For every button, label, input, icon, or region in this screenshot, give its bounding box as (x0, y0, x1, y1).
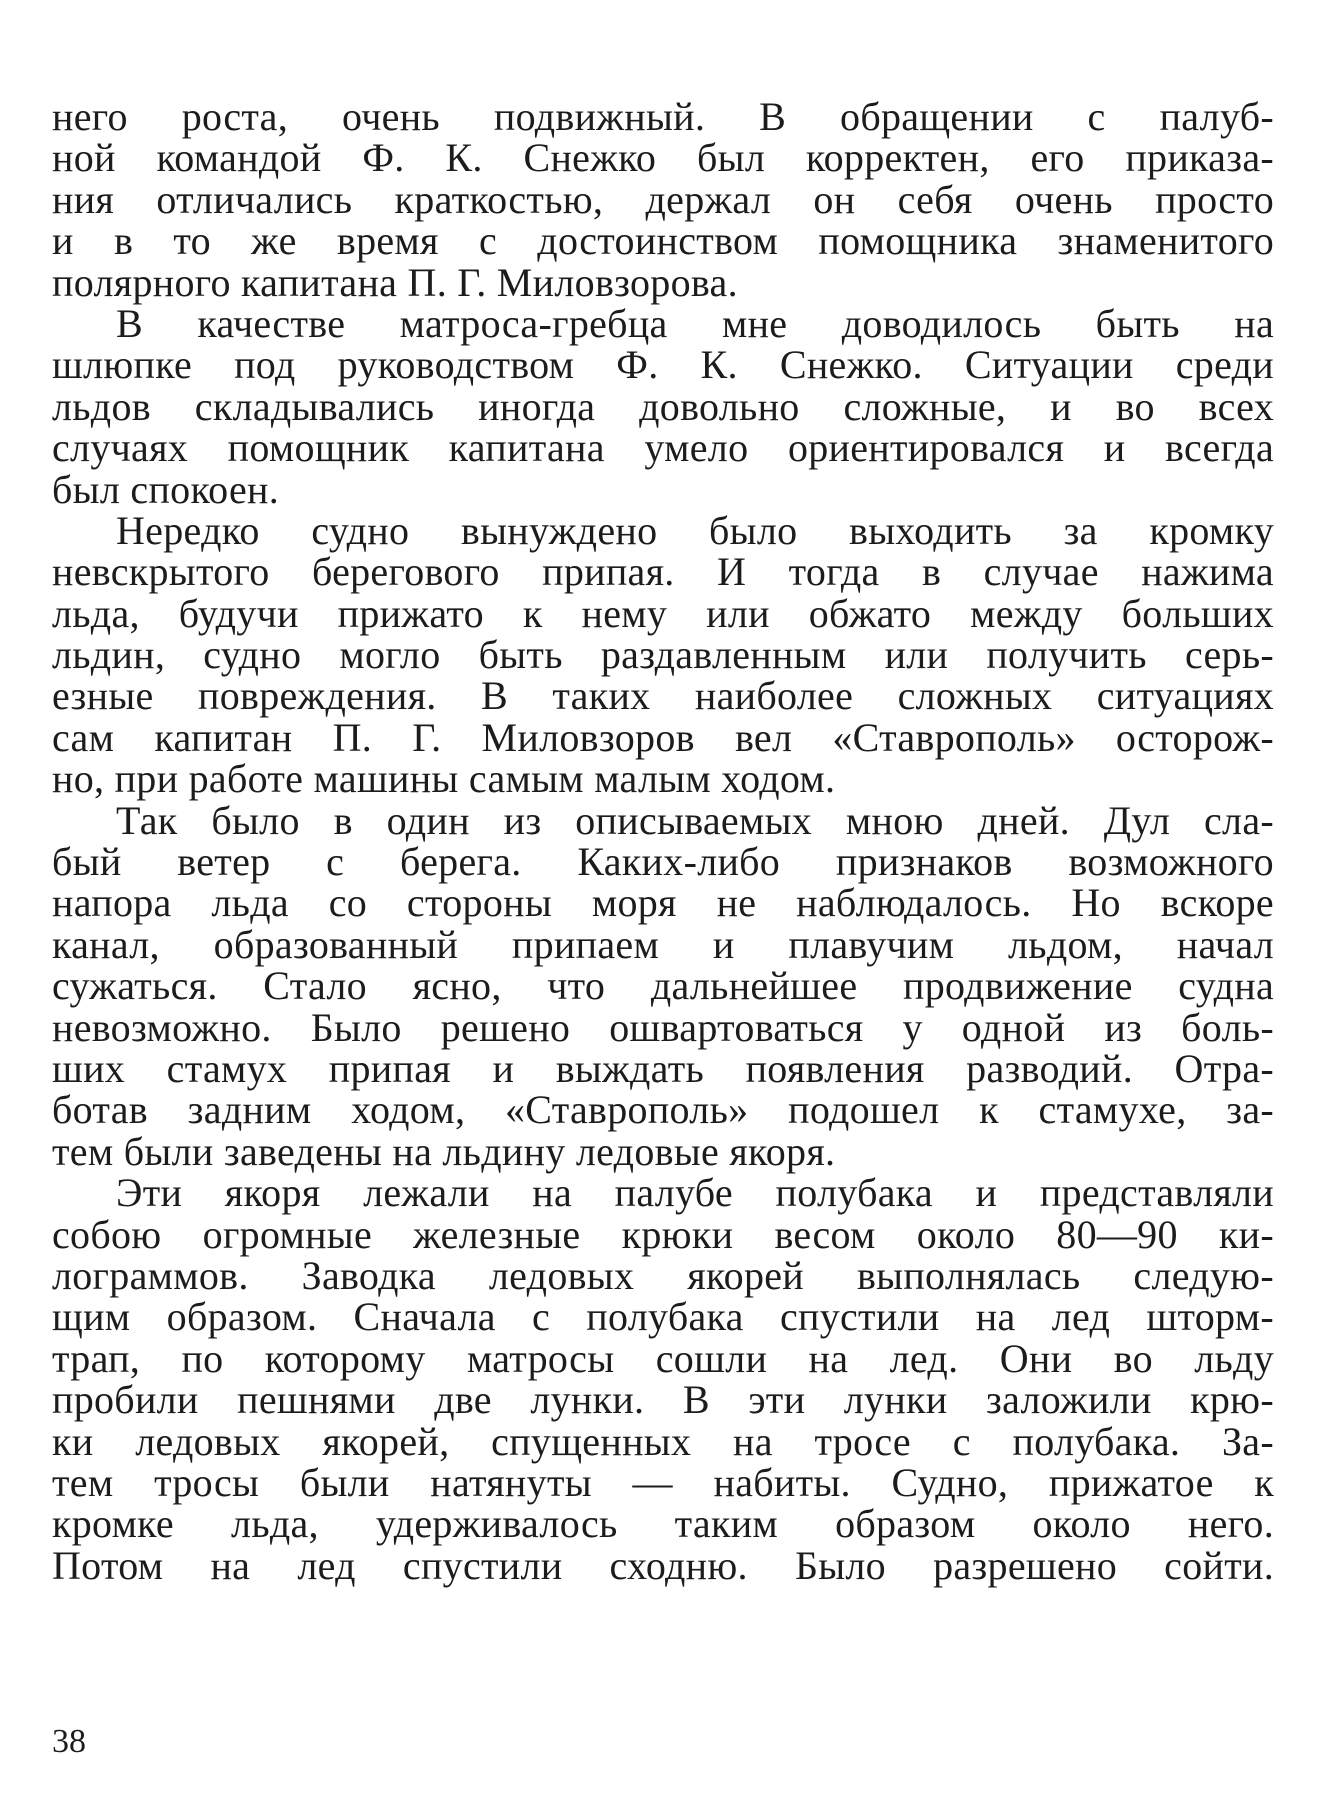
text-line: напора льда со стороны моря не наблюдалось. Но вскоре (52, 880, 1274, 926)
text-line: собою огромные железные крюки весом около 80—90 ки- (52, 1211, 1274, 1257)
text-line: Так было в один из описываемых мною дней. Дул сла- (116, 797, 1274, 843)
text-line: езные повреждения. В таких наиболее сложных ситуациях (52, 673, 1274, 719)
text-line: был спокоен. (52, 466, 279, 512)
text-line: тем были заведены на льдину ледовые якоря. (52, 1128, 836, 1174)
text-line: ших стамух припая и выждать появления разводий. Отра- (52, 1045, 1274, 1091)
text-line: него роста, очень подвижный. В обращении с палуб- (52, 94, 1274, 139)
page-number: 38 (52, 1723, 86, 1760)
text-line: льдин, судно могло быть раздавленным или получить серь- (52, 632, 1274, 678)
text-line: сам капитан П. Г. Миловзоров вел «Ставрополь» осторож- (52, 714, 1274, 760)
text-line: В качестве матроса-гребца мне доводилось быть на (116, 300, 1274, 346)
text-line: канал, образованный припаем и плавучим льдом, начал (52, 921, 1274, 967)
text-line: трап, по которому матросы сошли на лед. Они во льду (52, 1335, 1274, 1381)
text-line: пробили пешнями две лунки. В эти лунки заложили крю- (52, 1377, 1274, 1423)
text-line: Нередко судно вынуждено было выходить за кромку (116, 507, 1274, 553)
text-line: Эти якоря лежали на палубе полубака и представляли (116, 1170, 1274, 1216)
text-line: полярного капитана П. Г. Миловзорова. (52, 259, 738, 305)
text-line: лограммов. Заводка ледовых якорей выполнялась следую- (52, 1252, 1274, 1298)
text-line: шлюпке под руководством Ф. К. Снежко. Ситуации среди (52, 342, 1274, 388)
text-line: льдов складывались иногда довольно сложные, и во всех (52, 383, 1274, 429)
text-line: ботав задним ходом, «Ставрополь» подошел к стамухе, за- (52, 1087, 1274, 1133)
text-line: сужаться. Стало ясно, что дальнейшее продвижение судна (52, 963, 1274, 1009)
text-line: тем тросы были натянуты — набиты. Судно, прижатое к (52, 1459, 1274, 1505)
text-line: бый ветер с берега. Каких-либо признаков возможного (52, 839, 1274, 885)
text-line: и в то же время с достоинством помощника знаменитого (52, 218, 1274, 264)
text-line: кромке льда, удерживалось таким образом около него. (52, 1501, 1274, 1547)
text-line: невскрытого берегового припая. И тогда в случае нажима (52, 549, 1274, 595)
text-line: случаях помощник капитана умело ориентировался и всегда (52, 425, 1274, 471)
page-body (52, 96, 1274, 1586)
text-line: льда, будучи прижато к нему или обжато между больших (52, 590, 1274, 636)
text-line: ния отличались краткостью, держал он себя очень просто (52, 176, 1274, 222)
text-line: ки ледовых якорей, спущенных на тросе с полубака. За- (52, 1418, 1274, 1464)
text-line: щим образом. Сначала с полубака спустили на лед шторм- (52, 1294, 1274, 1340)
text-line: Потом на лед спустили сходню. Было разрешено сойти. (52, 1542, 1274, 1588)
text-line: но, при работе машины самым малым ходом. (52, 756, 836, 802)
text-line: ной командой Ф. К. Снежко был корректен, его приказа- (52, 135, 1274, 181)
text-line: невозможно. Было решено ошвартоваться у одной из боль- (52, 1004, 1274, 1050)
